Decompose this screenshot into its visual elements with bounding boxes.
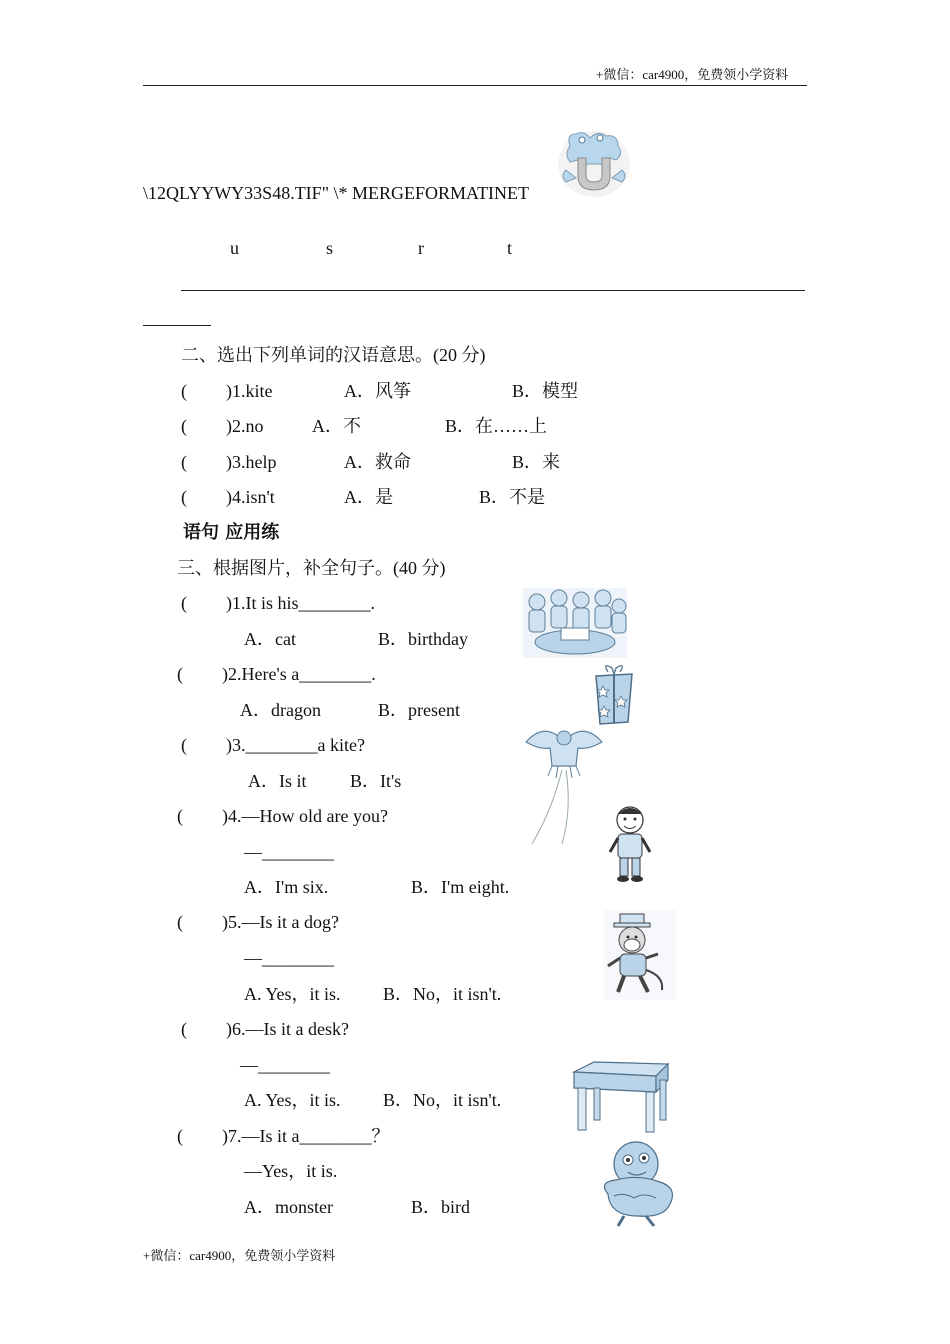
s3-q4-option-b: B．I'm eight. — [411, 877, 510, 897]
s3-q6-text: )6.—Is it a desk? — [226, 1019, 349, 1039]
writing-line-continued — [143, 325, 211, 326]
s3-q2-option-a: A．dragon — [240, 700, 321, 720]
answer-paren: ( — [177, 1126, 183, 1146]
answer-paren: ( — [177, 664, 183, 684]
letter-s: s — [326, 238, 334, 258]
answer-paren: ( — [181, 452, 187, 472]
answer-paren: ( — [181, 735, 187, 755]
s2-q3-option-a: A．救命 — [344, 452, 411, 472]
s2-q2-word: )2.no — [226, 416, 264, 436]
s2-q4-option-b: B．不是 — [479, 487, 546, 507]
s2-q1-option-b: B．模型 — [512, 381, 579, 401]
field-code-text: \12QLYYWY33S48.TIF" \* MERGEFORMATINET — [143, 183, 530, 203]
monkey-image — [604, 910, 676, 1000]
s2-q3-word: )3.help — [226, 452, 277, 472]
s3-q2-text: )2.Here's a________. — [222, 664, 376, 684]
s3-q7-option-a: A．monster — [244, 1197, 333, 1217]
present-box-image — [590, 662, 638, 726]
bird-kite-image — [522, 720, 606, 846]
s3-q5-option-b: B．No，it isn't. — [383, 984, 502, 1004]
s3-q5-answer-blank: —________ — [244, 948, 334, 968]
header-text: +微信：car4900，免费领小学资料 — [596, 67, 789, 82]
letter-u: u — [230, 238, 239, 258]
s2-q2-option-a: A．不 — [312, 416, 361, 436]
s3-q6-answer-blank: —________ — [240, 1055, 330, 1075]
s3-q7-text: )7.—Is it a________？ — [222, 1126, 390, 1146]
s3-q3-text: )3.________a kite? — [226, 735, 365, 755]
s3-q3-option-a: A．Is it — [248, 771, 307, 791]
s3-q4-text: )4.—How old are you? — [222, 806, 388, 826]
s3-q4-answer-blank: —________ — [244, 842, 334, 862]
s3-q1-option-a: A．cat — [244, 629, 296, 649]
s3-q7-option-b: B．bird — [411, 1197, 471, 1217]
s3-q1-option-b: B．birthday — [378, 629, 468, 649]
s3-q1-text: )1.It is his________. — [226, 593, 376, 613]
s3-q5-text: )5.—Is it a dog? — [222, 912, 339, 932]
header-rule — [143, 85, 807, 86]
s3-q5-option-a: A. Yes，it is. — [244, 984, 341, 1004]
writing-line — [181, 290, 805, 291]
boy-image — [606, 804, 656, 884]
letter-t: t — [507, 238, 513, 258]
section3-title: 三、根据图片，补全句子。(40 分) — [177, 558, 446, 578]
answer-paren: ( — [181, 381, 187, 401]
birthday-party-image — [523, 588, 627, 658]
s2-q4-word: )4.isn't — [226, 487, 275, 507]
s3-q3-option-b: B．It's — [350, 771, 402, 791]
s3-q4-option-a: A．I'm six. — [244, 877, 329, 897]
s2-q4-option-a: A．是 — [344, 487, 393, 507]
footer-text: +微信：car4900，免费领小学资料 — [143, 1248, 336, 1263]
s3-q6-option-a: A. Yes，it is. — [244, 1090, 341, 1110]
subheading: 语句 应用练 — [183, 522, 280, 543]
answer-paren: ( — [181, 1019, 187, 1039]
s2-q1-option-a: A．风筝 — [344, 381, 411, 401]
s3-q7-answer: —Yes，it is. — [244, 1161, 338, 1181]
s3-q6-option-b: B．No，it isn't. — [383, 1090, 502, 1110]
letter-u-frog-image — [556, 124, 632, 198]
desk-image — [572, 1060, 670, 1136]
answer-paren: ( — [181, 593, 187, 613]
s2-q2-option-b: B．在……上 — [445, 416, 548, 436]
s3-q2-option-b: B．present — [378, 700, 460, 720]
answer-paren: ( — [181, 487, 187, 507]
s2-q3-option-b: B．来 — [512, 452, 561, 472]
s2-q1-word: )1.kite — [226, 381, 273, 401]
answer-paren: ( — [177, 912, 183, 932]
answer-paren: ( — [177, 806, 183, 826]
section2-title: 二、选出下列单词的汉语意思。(20 分) — [181, 345, 486, 365]
letter-r: r — [418, 238, 424, 258]
monster-image — [598, 1138, 680, 1230]
answer-paren: ( — [181, 416, 187, 436]
